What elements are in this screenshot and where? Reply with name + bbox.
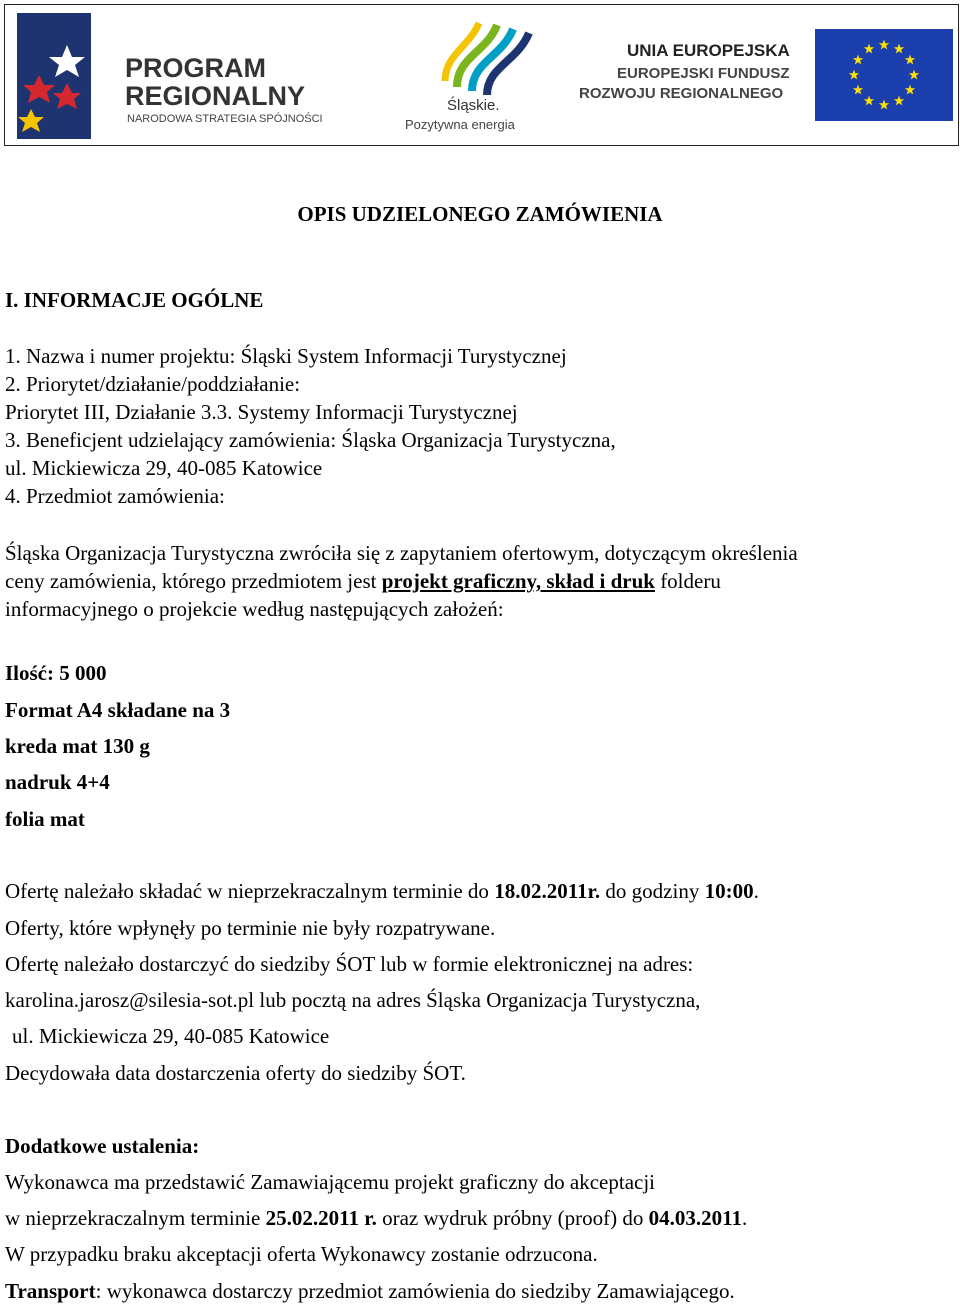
offer-line-4: karolina.jarosz@silesia-sot.pl lub pocztą na adres Śląska Organizacja Turystyczna, (5, 988, 701, 1012)
slaskie-logo-line1: Śląskie. (447, 97, 500, 114)
program-regionalny-emblem (17, 13, 97, 139)
offer-line-2: Oferty, które wpłynęły po terminie nie były rozpatrywane. (5, 916, 496, 940)
offer-line-6: Decydowała data dostarczenia oferty do siedziby ŚOT. (5, 1061, 466, 1085)
spec-print: nadruk 4+4 (5, 770, 110, 794)
additional-line-2-mid: oraz wydruk próbny (proof) do (376, 1206, 649, 1230)
intro-line-2-start: ceny zamówienia, którego przedmiotem jest (5, 569, 382, 593)
offer-line-3: Ofertę należało dostarczyć do siedziby ŚOT lub w formie elektronicznej na adres: (5, 952, 694, 976)
intro-emphasis: projekt graficzny, skład i druk (381, 569, 655, 593)
transport-label: Transport (5, 1279, 96, 1303)
spec-quantity: Ilość: 5 000 (5, 661, 107, 685)
logo-header (4, 4, 959, 146)
intro-line-3: informacyjnego o projekcie według następujących założeń: (5, 597, 504, 621)
document-title: OPIS UDZIELONEGO ZAMÓWIENIA (297, 202, 663, 226)
transport-text: : wykonawca dostarczy przedmiot zamówienia do siedziby Zamawiającego. (95, 1279, 735, 1303)
slaskie-logo-line2: Pozytywna energia (405, 117, 515, 132)
additional-date-1: 25.02.2011 r. (265, 1206, 377, 1230)
additional-line-3: W przypadku braku akceptacji oferta Wykonawcy zostanie odrzucona. (5, 1242, 598, 1266)
additional-heading: Dodatkowe ustalenia: (5, 1134, 200, 1158)
info-line-3: Priorytet III, Działanie 3.3. Systemy Informacji Turystycznej (5, 400, 518, 424)
additional-line-2-end: . (741, 1206, 748, 1230)
spec-format: Format A4 składane na 3 (5, 698, 231, 722)
intro-line-1: Śląska Organizacja Turystyczna zwróciła się z zapytaniem ofertowym, dotyczącym określenia (5, 541, 798, 565)
additional-line-2-start: w nieprzekraczalnym terminie (5, 1206, 266, 1230)
info-line-5: ul. Mickiewicza 29, 40-085 Katowice (5, 456, 323, 480)
additional-line-1: Wykonawca ma przedstawić Zamawiającemu projekt graficzny do akceptacji (5, 1170, 656, 1194)
eu-logo-line2: EUROPEJSKI FUNDUSZ (617, 65, 790, 82)
additional-line-2 (5, 1205, 747, 1231)
offer-line-5: ul. Mickiewicza 29, 40-085 Katowice (12, 1024, 330, 1048)
info-line-6: 4. Przedmiot zamówienia: (5, 484, 225, 508)
spec-finish: folia mat (5, 807, 85, 831)
offer-deadline-date: 18.02.2011r. (494, 879, 601, 903)
offer-deadline-end: . (753, 879, 759, 903)
offer-deadline-text: Ofertę należało składać w nieprzekraczalnym terminie do (5, 879, 495, 903)
additional-line-4 (5, 1278, 735, 1304)
offer-deadline-time: 10:00 (704, 879, 754, 903)
info-line-1: 1. Nazwa i numer projektu: Śląski System Informacji Turystycznej (5, 344, 567, 368)
slaskie-logo (405, 13, 555, 141)
eu-flag-icon (815, 29, 953, 121)
spec-paper: kreda mat 130 g (5, 734, 150, 758)
program-logo-line1: PROGRAM (125, 53, 266, 83)
intro-line-2 (5, 568, 721, 594)
program-regionalny-logo (17, 13, 377, 141)
intro-line-2-end: folderu (654, 569, 721, 593)
offer-deadline-line (5, 878, 759, 904)
info-line-4: 3. Beneficjent udzielający zamówienia: Śląska Organizacja Turystyczna, (5, 428, 616, 452)
slaskie-waves-icon (437, 17, 547, 99)
info-line-2: 2. Priorytet/działanie/poddziałanie: (5, 372, 301, 396)
eu-logo-line3: ROZWOJU REGIONALNEGO (579, 85, 784, 102)
eu-logo-line1: UNIA EUROPEJSKA (627, 41, 790, 60)
offer-deadline-mid: do godziny (600, 879, 705, 903)
eu-logo (579, 29, 954, 129)
program-logo-line2: REGIONALNY (125, 81, 306, 111)
additional-date-2: 04.03.2011 (648, 1206, 742, 1230)
section-heading: I. INFORMACJE OGÓLNE (5, 288, 264, 312)
program-logo-line3: NARODOWA STRATEGIA SPÓJNOŚCI (127, 113, 323, 125)
